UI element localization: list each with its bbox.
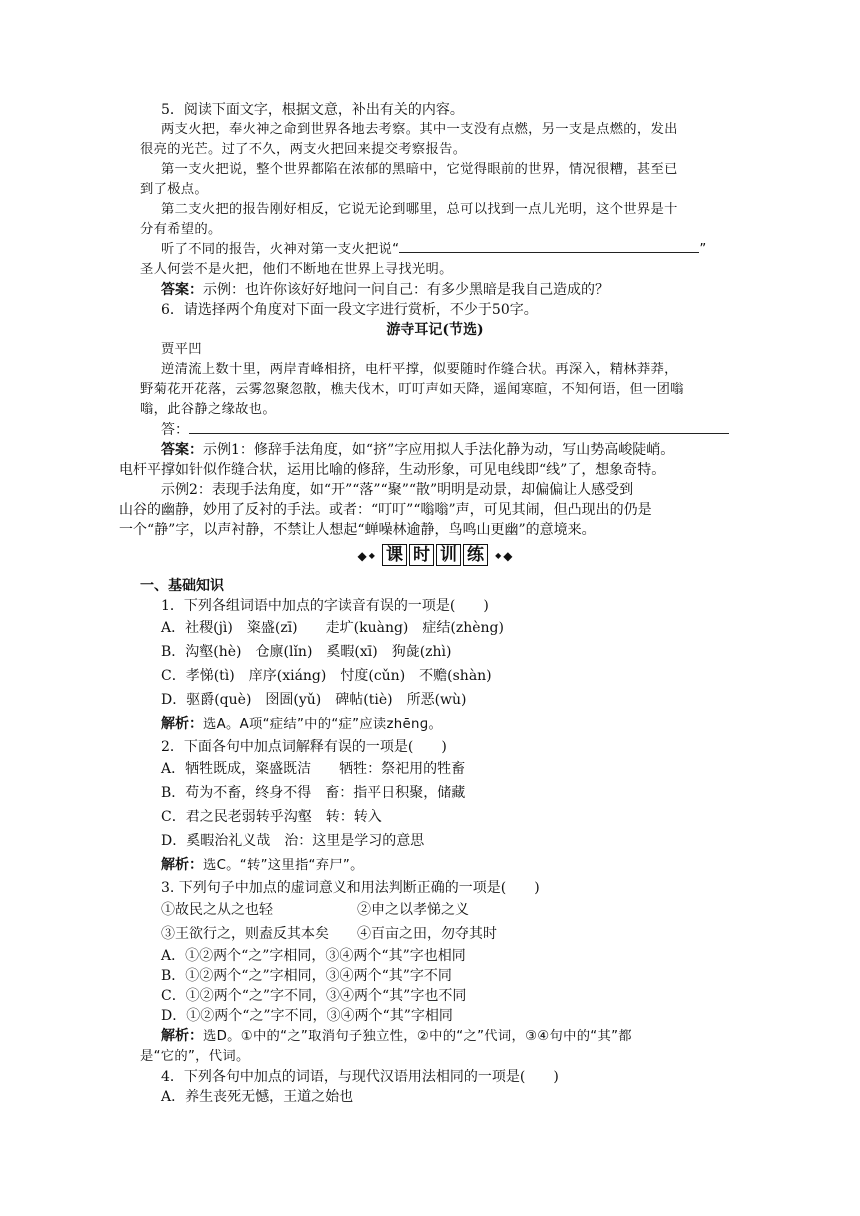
q4-title: 4．下列各句中加点的词语，与现代汉语用法相同的一项是( ): [161, 1069, 559, 1085]
essay-title: 游寺耳记(节选): [386, 322, 484, 338]
answer-blank[interactable]: [399, 240, 699, 253]
q5-paragraph: 第一支火把说，整个世界都陷在浓郁的黑暗中，它觉得眼前的世界，情况很糟，甚至已: [161, 162, 678, 177]
q5-paragraph: 圣人何尝不是火把，他们不断地在世界上寻找光明。: [140, 262, 453, 277]
answer-label: 答案：: [161, 282, 203, 298]
answer-label: 答案：: [161, 442, 203, 458]
diamond-icon: ◆: [503, 548, 513, 563]
analysis-text: 是“它的”，代词。: [140, 1049, 250, 1064]
q1-option-a: A．社稷(jì) 粢盛(zī) 走圹(kuàng) 症结(zhèng): [161, 620, 504, 636]
q3-sentence: ②申之以孝悌之义: [357, 902, 469, 918]
q1-option-d: D．驱爵(què) 囹圄(yǔ) 碑帖(tiè) 所恶(wù): [161, 692, 467, 708]
q1-analysis: [140, 712, 730, 737]
banner-char: 练: [463, 544, 488, 566]
q3-option-a: A．①②两个“之”字相同，③④两个“其”字也相同: [161, 948, 466, 964]
answer-blank[interactable]: [189, 421, 729, 434]
q3-title: 3. 下列句子中加点的虚词意义和用法判断正确的一项是( ): [161, 880, 540, 896]
section-heading: 一、基础知识: [140, 578, 224, 594]
q3-option-c: C．①②两个“之”字不同，③④两个“其”字也不同: [161, 988, 467, 1004]
q3-sentence: ①故民之从之也轻: [161, 902, 273, 918]
diamond-icon: ◆: [368, 551, 375, 560]
document-page: [119, 100, 730, 1107]
q5-paragraph: 第二支火把的报告刚好相反，它说无论到哪里，总可以找到一点儿光明，这个世界是十: [161, 202, 678, 217]
q6-answer: [140, 440, 730, 460]
analysis-text: 选C。“转”这里指“弃尸”。: [203, 858, 364, 873]
q4-option-a: A．养生丧死无憾，王道之始也: [161, 1089, 354, 1105]
q5-fill-line: [140, 240, 730, 260]
q5-prompt: 听了不同的报告，火神对第一支火把说“: [161, 242, 400, 257]
q5-answer: [140, 280, 730, 300]
analysis-text: 选D。①中的“之”取消句子独立性，②中的“之”代词，③④句中的“其”都: [203, 1029, 632, 1044]
essay-paragraph: 嗡，此谷静之缘故也。: [140, 402, 276, 417]
answer-text: 示例2：表现手法角度，如“开”“落”“聚”“散”明明是动景，却偏偏让人感受到: [161, 482, 634, 498]
q2-title: 2．下面各句中加点词解释有误的一项是( ): [161, 739, 447, 755]
q1-option-c: C．孝悌(tì) 庠序(xiáng) 忖度(cǔn) 不赡(shàn): [161, 668, 492, 684]
section-banner: [140, 544, 730, 570]
q2-option-d: D．奚暇治礼义哉 治：这里是学习的意思: [161, 833, 425, 849]
answer-text: 示例：也许你该好好地问一问自己：有多少黑暗是我自己造成的？: [203, 282, 609, 298]
banner-char: 课: [382, 544, 407, 566]
diamond-icon: ◆: [495, 551, 502, 560]
q1-title: 1．下列各组词语中加点的字读音有误的一项是( ): [161, 598, 489, 614]
q2-option-a: A．牺牲既成，粢盛既洁 牺牲：祭祀用的牲畜: [161, 761, 466, 777]
q3-sentence: ③王欲行之，则盍反其本矣: [161, 926, 329, 942]
answer-text: 一个“静”字，以声衬静，不禁让人想起“蝉噪林逾静，鸟鸣山更幽”的意境来。: [119, 522, 596, 538]
analysis-text: 选A。A项“症结”中的“症”应读zhēnɡ。: [203, 717, 443, 732]
q6-reply-line: [140, 420, 730, 440]
q5-paragraph: 到了极点。: [140, 182, 208, 197]
q3-sentences-row: [140, 898, 730, 922]
q3-sentences-row: [140, 922, 730, 946]
q1-option-b: B．沟壑(hè) 仓廪(lǐn) 奚暇(xī) 狗彘(zhì): [161, 644, 452, 660]
banner-char: 训: [436, 544, 461, 566]
q3-analysis: [140, 1026, 730, 1047]
q3-option-d: D．①②两个“之”字不同，③④两个“其”字相同: [161, 1008, 453, 1024]
answer-text: 示例1：修辞手法角度，如“挤”字应用拟人手法化静为动，写山势高峻陡峭。: [203, 442, 675, 458]
q5-prompt-close: ”: [699, 242, 707, 257]
q2-option-b: B．苟为不畜，终身不得 畜：指平日积聚，储藏: [161, 785, 466, 801]
diamond-icon: ◆: [357, 548, 367, 563]
answer-text: 山谷的幽静，妙用了反衬的手法。或者：“叮叮”“嗡嗡”声，可见其闹，但凸现出的仍是: [119, 502, 652, 518]
answer-text: 电杆平撑如针似作缝合状，运用比喻的修辞，生动形象，可见电线即“线”了，想象奇特。: [119, 462, 666, 478]
essay-paragraph: 逆清流上数十里，两岸青峰相挤，电杆平撑，似要随时作缝合状。再深入，精林莽莽，: [161, 362, 678, 377]
analysis-label: 解析：: [161, 716, 203, 732]
q2-analysis: [140, 853, 730, 878]
q2-option-c: C．君之民老弱转乎沟壑 转：转入: [161, 809, 382, 825]
q5-paragraph: 分有希望的。: [140, 222, 222, 237]
essay-paragraph: 野菊花开花落，云雾忽聚忽散，樵夫伐木，叮叮声如天降，遥闻寒暄，不知何语，但一团嗡: [140, 382, 684, 397]
q3-option-b: B．①②两个“之”字相同，③④两个“其”字不同: [161, 968, 452, 984]
q5-paragraph: 很亮的光芒。过了不久，两支火把回来提交考察报告。: [140, 142, 467, 157]
essay-author: 贾平凹: [161, 342, 202, 357]
reply-label: 答：: [161, 422, 189, 438]
q5-paragraph: 两支火把，奉火神之命到世界各地去考察。其中一支没有点燃，另一支是点燃的，发出: [161, 122, 678, 137]
q3-sentence: ④百亩之田，勿夺其时: [357, 926, 497, 942]
analysis-label: 解析：: [161, 857, 203, 873]
q5-title: 5．阅读下面文字，根据文意，补出有关的内容。: [161, 102, 464, 118]
q6-title: 6．请选择两个角度对下面一段文字进行赏析，不少于50字。: [161, 302, 538, 318]
analysis-label: 解析：: [161, 1028, 203, 1044]
banner-char: 时: [409, 544, 434, 566]
